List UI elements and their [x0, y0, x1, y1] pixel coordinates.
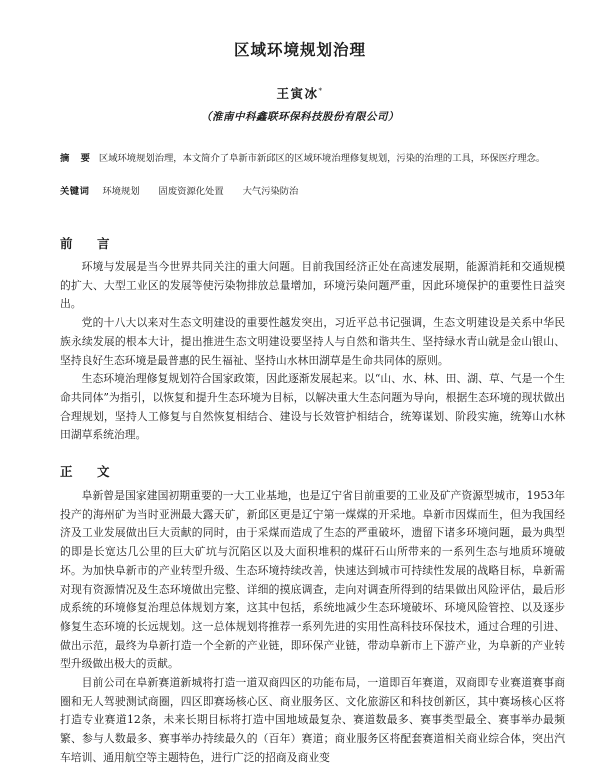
keywords-label: 关键词: [60, 186, 90, 197]
section-heading-body: 正 文: [60, 464, 116, 479]
keyword: 大气污染防治: [242, 186, 299, 197]
intro-section: [60, 258, 565, 445]
author-name: 王寅冰: [276, 86, 319, 101]
paragraph: 阜新曾是国家建国初期重要的一大工业基地，也是辽宁省目前重要的工业及矿产资源型城市，1953年投产的海州矿为当时亚洲最大露天矿，新邱区更是辽宁第一煤煤的开采地。阜新市因煤而生，但为我国经济及工业发展做出巨大贡献的同时，由于采煤而造成了生态的严重破坏，遗留下诸多环境问题，最为典型的即是长宽达几公里的巨大矿坑与沉陷区以及大面积堆积的煤矸石山所带来的一系列生态与地质环境破坏。为加快阜新市的产业转型升级、生态环境持续改善，快速达到城市可持续性发展的战略目标，阜新需对现有资源情况及生态环境做出完整、详细的摸底调查，走向对调查所得到的结果做出风险评估，最后形成系统的环境修复治理总体规划方案，这其中包括，系统地减少生态环境破坏、环境风险管控、以及逐步修复生态环境的长远规划。这一总体规划将推荐一系列先进的实用性高科技环保技术，通过合理的引进、做出示范，最终为阜新打造一个全新的产业链，即环保产业链，带动阜新市上下游产业，为阜新的产业转型升级做出极大的贡献。: [60, 489, 565, 671]
keyword: 固废资源化处置: [158, 186, 224, 197]
abstract-label: 摘 要: [60, 153, 91, 164]
paragraph: 目前公司在阜新赛道新城将打造一道双商四区的功能布局，一道即百年赛道，双商即专业赛道赛事商圈和无人驾驶测试商圈，四区即赛场核心区、商业服务区、文化旅游区和科技创新区，其中赛场核心区将打造专业赛道12条，未来长期目标将打造中国地域最复杂、赛道数最多、赛事类型最全、赛事举办最频繁、参与人数最多、赛事举办持续最久的（百年）赛道；商业服务区将配套赛道相关商业综合体，突出汽车培训、通用航空等主题特色，进行广泛的招商及商业变: [60, 676, 565, 764]
keywords-block: [60, 183, 552, 200]
affiliation: （淮南中科鑫联环保科技股份有限公司）: [201, 111, 399, 123]
paragraph: 党的十八大以来对生态文明建设的重要性越发突出，习近平总书记强调，生态文明建设是关系中华民族永续发展的根本大计，提出推进生态文明建设要坚持人与自然和谐共生、坚持绿水青山就是金山银山、坚持良好生态环境是最普惠的民生福祉、坚持山水林田湖草是生命共同体的原则。: [60, 316, 565, 367]
paper-title: 区域环境规划治理: [233, 41, 366, 59]
abstract-block: [60, 151, 552, 167]
author-line: [0, 84, 600, 102]
section-heading-intro: 前 言: [60, 236, 116, 251]
keyword: 环境规划: [102, 186, 140, 197]
body-section: [60, 487, 565, 768]
paragraph: 环境与发展是当今世界共同关注的重大问题。目前我国经济正处在高速发展期，能源消耗和交通规模的扩大、大型工业区的发展等使污染物排放总量增加，环境污染问题严重，因此环境保护的重要性日益突出。: [60, 260, 565, 311]
author-footnote-mark: *: [318, 86, 324, 95]
abstract-text: 区域环境规划治理，本文简介了阜新市新邱区的区域环境治理修复规划，污染的治理的工具，环保医疗理念。: [98, 153, 546, 164]
paragraph: 生态环境治理修复规划符合国家政策，因此逐渐发展起来。以“山、水、林、田、湖、草、气是一个生命共同体”为指引，以恢复和提升生态环境为目标，以解决重大生态问题为导向，根据生态环境的现状做出合理规划，坚持人工修复与自然恢复相结合、建设与长效管护相结合，统筹谋划、阶段实施，统筹山水林田湖草系统治理。: [60, 372, 565, 442]
